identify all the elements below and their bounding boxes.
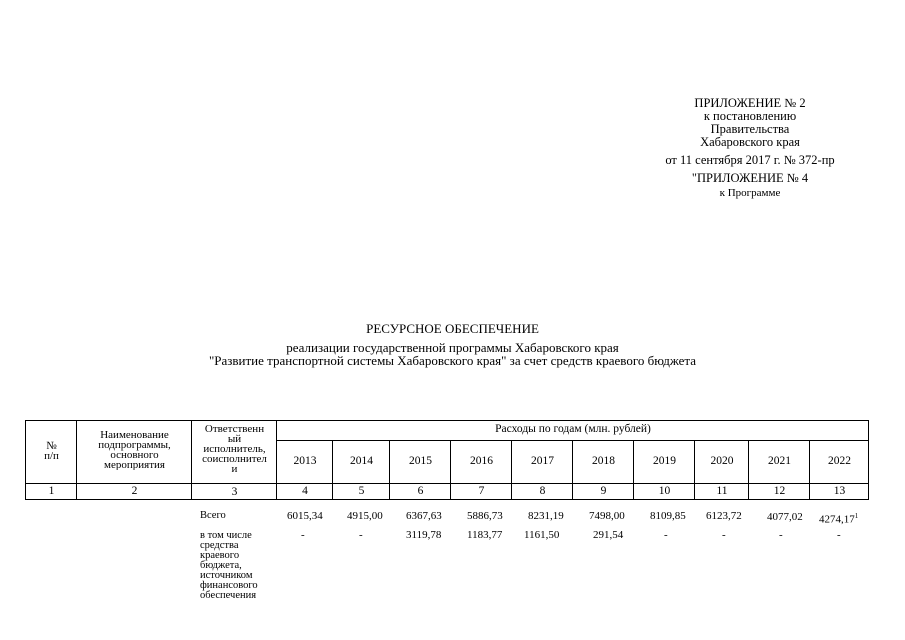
appendix-ref-line: к Программе <box>719 187 781 199</box>
row-budget-value: 291,54 <box>593 529 624 541</box>
year-2016: 2016 <box>470 455 493 467</box>
col-number: 8 <box>539 485 546 497</box>
row-budget-label: в том числе средства краевого бюджета, источником финансового обеспечения <box>200 530 258 601</box>
col-number: 5 <box>358 485 365 497</box>
appendix-number-2: "ПРИЛОЖЕНИЕ № 4 <box>691 171 809 185</box>
col-number: 10 <box>658 485 671 497</box>
col-number: 6 <box>417 485 424 497</box>
year-2015: 2015 <box>409 455 432 467</box>
header-number: № п/п <box>44 441 59 461</box>
col-number: 1 <box>48 485 55 497</box>
col-number: 7 <box>478 485 485 497</box>
year-2018: 2018 <box>592 455 615 467</box>
row-budget-value: 1161,50 <box>524 529 560 541</box>
row-total-label: Всего <box>200 510 226 521</box>
year-2020: 2020 <box>710 455 734 467</box>
row-total-value: 7498,00 <box>589 510 625 522</box>
year-2019: 2019 <box>653 455 676 467</box>
row-total-value: 4274,17$^1$ <box>819 512 859 526</box>
year-2017: 2017 <box>531 455 554 467</box>
row-total-value: 8109,85 <box>650 510 686 522</box>
appendix-decree-date: от 11 сентября 2017 г. № 372-пр <box>665 153 835 167</box>
header-name: Наименование подпрограммы, основного мероприятия <box>98 430 171 470</box>
appendix-ref-line: Хабаровского края <box>700 135 800 149</box>
appendix-number: ПРИЛОЖЕНИЕ № 2 <box>694 96 806 110</box>
row-total-value: 5886,73 <box>467 510 503 522</box>
row-total-value: 4915,00 <box>347 510 383 522</box>
row-total-value: 6015,34 <box>287 510 323 522</box>
row-budget-value: - <box>301 529 305 541</box>
col-number: 3 <box>231 486 238 498</box>
col-number: 9 <box>600 485 607 497</box>
appendix-ref-line: Правительства <box>710 122 790 136</box>
row-total-value: 4077,02 <box>767 511 803 523</box>
row-total-value: 8231,19 <box>528 510 564 522</box>
year-2013: 2013 <box>293 455 317 467</box>
footnote-mark: 1 <box>854 512 859 520</box>
row-budget-value: 1183,77 <box>467 529 503 541</box>
doc-subtitle: реализации государственной программы Хабаровского края <box>286 340 619 355</box>
row-budget-value: - <box>837 529 841 541</box>
year-2014: 2014 <box>350 455 373 467</box>
header-responsible: Ответственн ый исполнитель, соисполнител и <box>202 424 267 474</box>
col-number: 12 <box>773 485 786 497</box>
row-total-value: 6123,72 <box>706 510 742 522</box>
appendix-ref-line: к постановлению <box>703 109 797 123</box>
row-budget-value: 3119,78 <box>406 529 442 541</box>
row-budget-value: - <box>359 529 363 541</box>
row-budget-value: - <box>664 529 668 541</box>
col-number: 4 <box>302 485 308 497</box>
doc-subtitle: "Развитие транспортной системы Хабаровского края" за счет средств краевого бюджета <box>208 353 697 368</box>
doc-title: РЕСУРСНОЕ ОБЕСПЕЧЕНИЕ <box>366 321 539 336</box>
row-total-value: 6367,63 <box>406 510 442 522</box>
col-number: 13 <box>833 485 846 497</box>
row-budget-value: - <box>722 529 726 541</box>
col-number: 11 <box>716 485 728 497</box>
year-2021: 2021 <box>768 455 791 467</box>
header-expenses: Расходы по годам (млн. рублей) <box>495 423 651 435</box>
col-number: 2 <box>131 485 138 497</box>
row-budget-value: - <box>779 529 783 541</box>
year-2022: 2022 <box>828 455 851 467</box>
